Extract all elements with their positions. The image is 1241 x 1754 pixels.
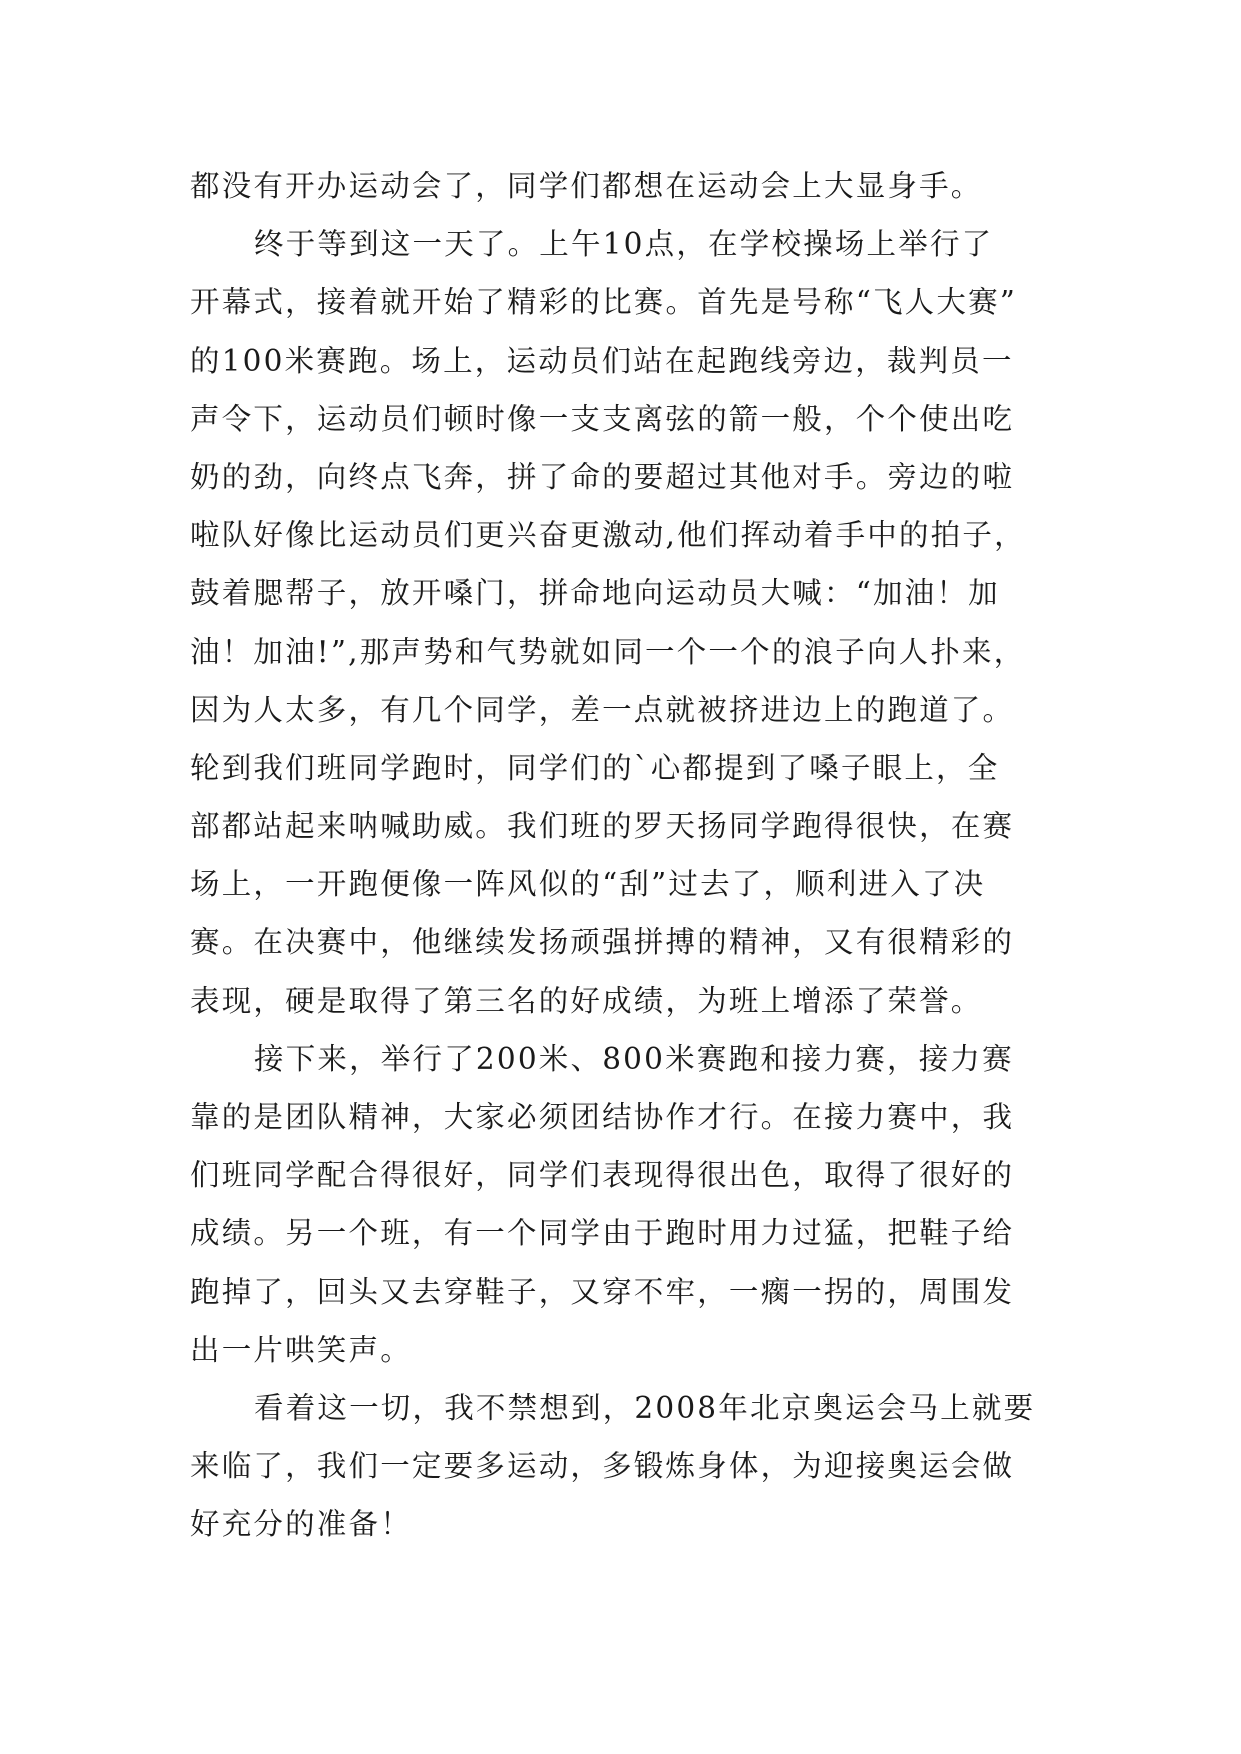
text-line: 部都站起来呐喊助威。我们班的罗天扬同学跑得很快，在赛 bbox=[190, 809, 1015, 844]
essay-body bbox=[190, 157, 1060, 1554]
text-line: 好充分的准备！ bbox=[190, 1507, 412, 1542]
text-line: 奶的劲，向终点飞奔，拼了命的要超过其他对手。旁边的啦 bbox=[190, 459, 1015, 494]
text-line: 啦队好像比运动员们更兴奋更激动,他们挥动着手中的拍子， bbox=[190, 518, 1026, 553]
text-line: 跑掉了，回头又去穿鞋子，又穿不牢，一瘸一拐的，周围发 bbox=[190, 1274, 1015, 1309]
text-line: 开幕式，接着就开始了精彩的比赛。首先是号称“飞人大赛” bbox=[190, 285, 1018, 320]
text-line: 油！加油!”,那声势和气势就如同一个一个的浪子向人扑来， bbox=[190, 634, 1026, 669]
text-line: 们班同学配合得很好，同学们表现得很出色，取得了很好的 bbox=[190, 1158, 1015, 1193]
text-line: 赛。在决赛中，他继续发扬顽强拼搏的精神，又有很精彩的 bbox=[190, 925, 1015, 960]
text-line: 的100米赛跑。场上，运动员们站在起跑线旁边，裁判员一 bbox=[190, 343, 1014, 378]
text-line: 鼓着腮帮子，放开嗓门，拼命地向运动员大喊：“加油！加 bbox=[190, 576, 1000, 611]
text-line: 轮到我们班同学跑时，同学们的`心都提到了嗓子眼上，全 bbox=[190, 750, 1000, 785]
text-line: 靠的是团队精神，大家必须团结协作才行。在接力赛中，我 bbox=[190, 1100, 1015, 1134]
text-line: 因为人太多，有几个同学，差一点就被挤进边上的跑道了。 bbox=[190, 692, 1015, 727]
text-line: 表现，硬是取得了第三名的好成绩，为班上增添了荣誉。 bbox=[190, 983, 983, 1018]
paragraph-start-line: 终于等到这一天了。上午10点，在学校操场上举行了 bbox=[254, 227, 994, 262]
text-line: 成绩。另一个班，有一个同学由于跑时用力过猛，把鞋子给 bbox=[190, 1216, 1015, 1251]
text-line: 场上，一开跑便像一阵风似的“刮”过去了，顺利进入了决 bbox=[190, 867, 986, 902]
paragraph-start-line: 接下来，举行了200米、800米赛跑和接力赛，接力赛 bbox=[254, 1041, 1014, 1076]
paragraph-start-line: 看着这一切，我不禁想到，2008年北京奥运会马上就要 bbox=[254, 1390, 1036, 1425]
text-line: 来临了，我们一定要多运动，多锻炼身体，为迎接奥运会做 bbox=[190, 1449, 1015, 1484]
text-line: 都没有开办运动会了，同学们都想在运动会上大显身手。 bbox=[190, 169, 983, 203]
text-line: 出一片哄笑声。 bbox=[190, 1332, 412, 1367]
text-line: 声令下，运动员们顿时像一支支离弦的箭一般，个个使出吃 bbox=[190, 401, 1015, 436]
